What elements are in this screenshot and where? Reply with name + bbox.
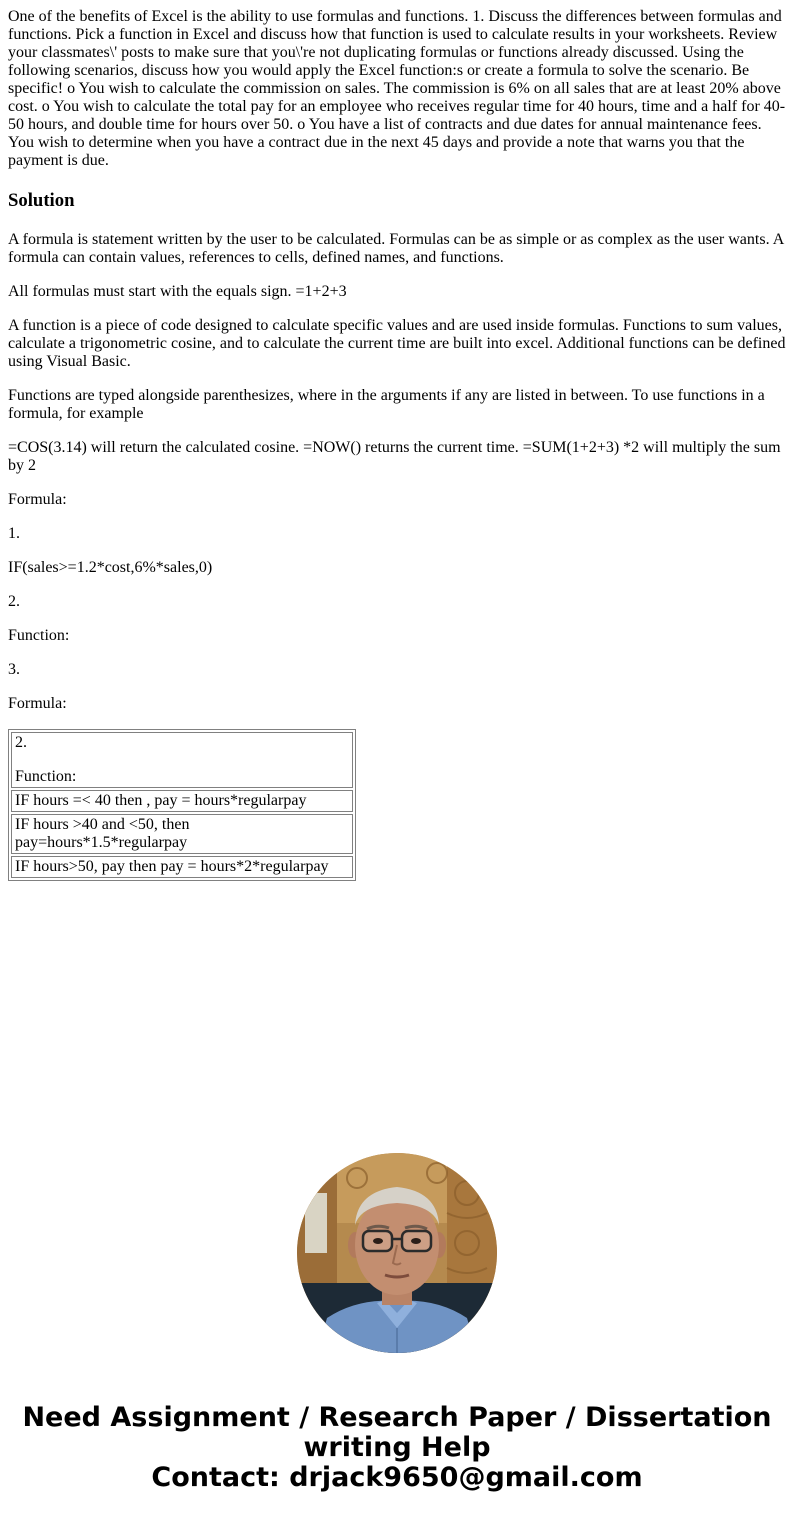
cell-spacer (15, 752, 349, 768)
paragraph-function-label: Function: (8, 627, 70, 644)
paragraph-item-1: 1. (8, 525, 20, 542)
author-photo-illustration (297, 1153, 497, 1353)
footer-contact-email: Contact: drjack9650@gmail.com (151, 1462, 643, 1493)
author-photo (297, 1153, 497, 1353)
table-header-label: Function: (15, 768, 77, 785)
paragraph-formula-definition: A formula is statement written by the user to be calculated. Formulas can be as simple or as complex as the user wants. A formula can contain values, references to cells, defined names, and functions. (8, 231, 784, 266)
table-row (11, 790, 353, 812)
footer-line-1: Need Assignment / Research Paper / Dissertation (22, 1402, 772, 1433)
contact-footer (0, 1403, 794, 1493)
table-cell-double-time-pay: IF hours>50, pay then pay = hours*2*regularpay (11, 856, 353, 878)
table-cell-overtime-pay: IF hours >40 and <50, then pay=hours*1.5*regularpay (11, 814, 353, 854)
paragraph-formula-label: Formula: (8, 491, 67, 508)
paragraph-formula-label-2: Formula: (8, 695, 67, 712)
table-row (11, 856, 353, 878)
paragraph-equals-sign: All formulas must start with the equals sign. =1+2+3 (8, 283, 347, 300)
document-body (8, 8, 788, 881)
paragraph-function-syntax: Functions are typed alongside parenthesizes, where in the arguments if any are listed in between. To use functions in a formula, for example (8, 387, 765, 422)
table-row (11, 814, 353, 854)
paragraph-item-2: 2. (8, 593, 20, 610)
table-header-number: 2. (15, 734, 27, 751)
footer-line-2: writing Help (303, 1432, 491, 1463)
pay-function-table (8, 729, 356, 881)
paragraph-item-3: 3. (8, 661, 20, 678)
paragraph-function-examples: =COS(3.14) will return the calculated cosine. =NOW() returns the current time. =SUM(1+2+3) *2 will multiply the sum by 2 (8, 439, 781, 474)
question-text: One of the benefits of Excel is the ability to use formulas and functions. 1. Discuss the differences between formulas and functions. Pick a function in Excel and discuss how that function is used to calculate results in your worksheets. Review your classmates\' posts to make sure that you\'re not duplicating formulas or functions already discussed. Using the following scenarios, discuss how you would apply the Excel function:s or create a formula to solve the scenario. Be specific! o You wish to calculate the commission on sales. The commission is 6% on all sales that are at least 20% above cost. o You wish to calculate the total pay for an employee who receives regular time for 40 hours, time and a half for 40-50 hours, and double time for hours over 50. o You have a list of contracts and due dates for annual maintenance fees. You wish to determine when you have a contract due in the next 45 days and provide a note that warns you that the payment is due. (8, 8, 786, 169)
table-header-cell (11, 732, 353, 788)
table-row (11, 732, 353, 788)
paragraph-function-definition: A function is a piece of code designed to calculate specific values and are used inside formulas. Functions to sum values, calculate a trigonometric cosine, and to calculate the current time are built into excel. Additional functions can be defined using Visual Basic. (8, 317, 786, 370)
paragraph-commission-formula: IF(sales>=1.2*cost,6%*sales,0) (8, 559, 213, 576)
solution-heading: Solution (8, 190, 75, 211)
table-cell-regular-pay: IF hours =< 40 then , pay = hours*regularpay (11, 790, 353, 812)
